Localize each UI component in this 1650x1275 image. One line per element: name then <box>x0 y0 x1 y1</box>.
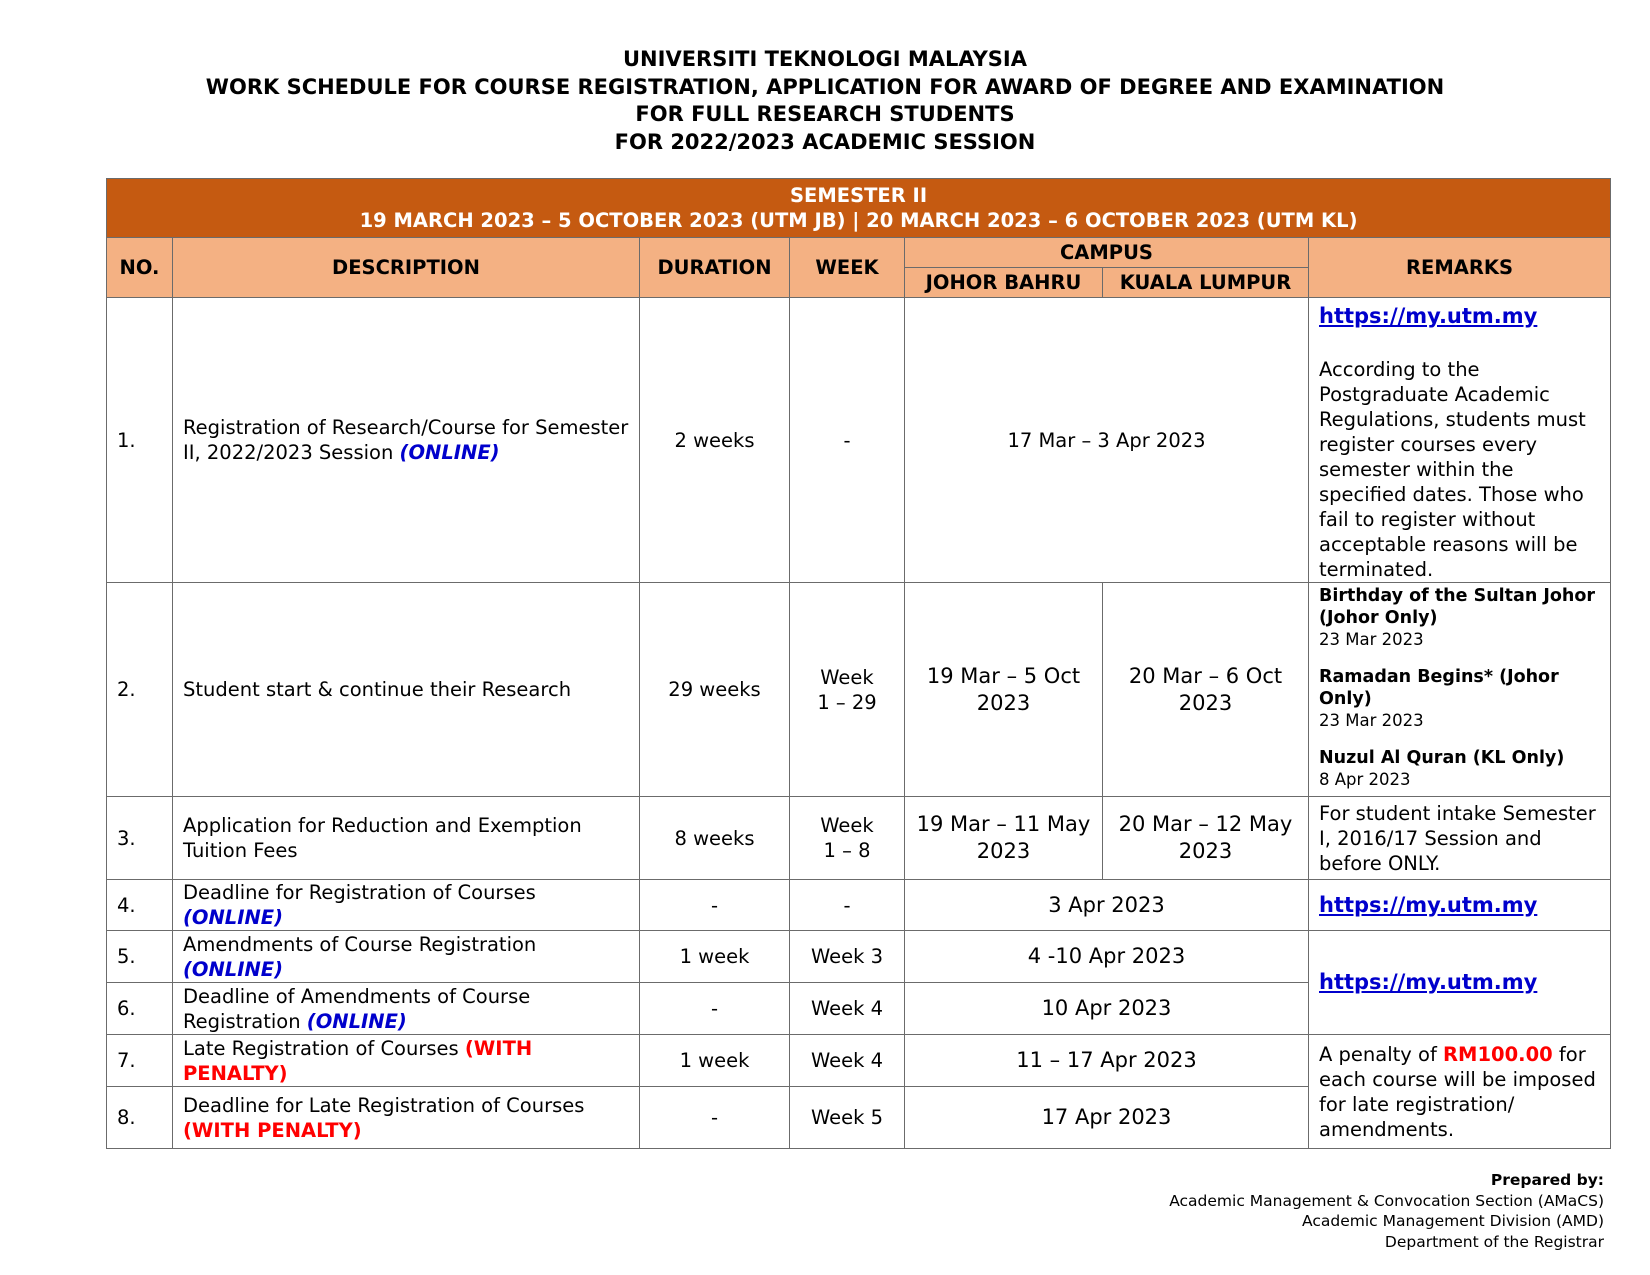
header-kuala-lumpur: KUALA LUMPUR <box>1103 268 1309 298</box>
document-title <box>0 46 1650 156</box>
row-duration: 8 weeks <box>640 797 790 880</box>
semester-name: SEMESTER II <box>790 184 928 207</box>
holiday-date: 8 Apr 2023 <box>1319 770 1411 789</box>
row-number: 1. <box>107 298 173 583</box>
row-remarks <box>1309 931 1611 1035</box>
online-tag: (ONLINE) <box>183 957 284 981</box>
row-remarks: For student intake Semester I, 2016/17 Session and before ONLY. <box>1309 797 1611 880</box>
row-date-kl: 20 Mar – 6 Oct 2023 <box>1103 583 1309 797</box>
header-campus: CAMPUS <box>905 238 1309 268</box>
row-description: Application for Reduction and Exemption Tuition Fees <box>173 797 640 880</box>
online-tag: (ONLINE) <box>306 1009 407 1033</box>
semester-dates: 19 MARCH 2023 – 5 OCTOBER 2023 (UTM JB) | 20 MARCH 2023 – 6 OCTOBER 2023 (UTM KL) <box>359 209 1358 232</box>
row-remarks <box>1309 1035 1611 1149</box>
row-date: 10 Apr 2023 <box>905 983 1309 1035</box>
row-week: Week 3 <box>790 931 905 983</box>
row-date: 3 Apr 2023 <box>905 880 1309 931</box>
prepared-by-block <box>1169 1170 1604 1252</box>
description-text: Amendments of Course Registration <box>183 932 537 956</box>
utm-portal-link[interactable]: https://my.utm.my <box>1319 892 1538 917</box>
title-line-schedule: WORK SCHEDULE FOR COURSE REGISTRATION, APPLICATION FOR AWARD OF DEGREE AND EXAMINATION <box>205 74 1445 99</box>
row-description <box>173 931 640 983</box>
header-johor-bahru: JOHOR BAHRU <box>905 268 1103 298</box>
row-remarks <box>1309 298 1611 583</box>
online-tag: (ONLINE) <box>183 906 284 929</box>
online-tag: (ONLINE) <box>399 441 500 464</box>
remark-text: According to the Postgraduate Academic Regulations, students must register courses every semester within the specified dates. Those who fail to register without acceptable reasons will be terminated. <box>1319 358 1586 581</box>
row-date: 17 Mar – 3 Apr 2023 <box>905 298 1309 583</box>
header-remarks: REMARKS <box>1309 238 1611 298</box>
row-number: 5. <box>107 931 173 983</box>
semester-banner <box>107 179 1611 238</box>
schedule-table <box>106 178 1611 1149</box>
holiday-date: 23 Mar 2023 <box>1319 711 1424 730</box>
row-number: 4. <box>107 880 173 931</box>
table-row <box>107 298 1611 583</box>
row-description <box>173 1087 640 1149</box>
row-date-kl: 20 Mar – 12 May 2023 <box>1103 797 1309 880</box>
week-label: Week <box>820 814 874 837</box>
title-line-students: FOR FULL RESEARCH STUDENTS <box>635 102 1015 126</box>
row-remarks <box>1309 583 1611 797</box>
holiday-title: Birthday of the Sultan Johor (Johor Only) <box>1319 586 1596 628</box>
row-description <box>173 880 640 931</box>
row-number: 3. <box>107 797 173 880</box>
table-row <box>107 583 1611 797</box>
row-number: 8. <box>107 1087 173 1149</box>
holiday-date: 23 Mar 2023 <box>1319 630 1424 649</box>
table-row <box>107 880 1611 931</box>
row-duration: 2 weeks <box>640 298 790 583</box>
table-row <box>107 797 1611 880</box>
row-duration: - <box>640 880 790 931</box>
row-duration: 1 week <box>640 931 790 983</box>
description-text: Deadline for Late Registration of Courses <box>183 1093 585 1117</box>
description-text: Deadline for Registration of Courses <box>183 881 536 904</box>
row-date: 4 -10 Apr 2023 <box>905 931 1309 983</box>
row-description <box>173 298 640 583</box>
holiday-title: Ramadan Begins* (Johor Only) <box>1319 667 1559 709</box>
prepared-by-line: Academic Management Division (AMD) <box>1302 1212 1604 1230</box>
row-week: Week 4 <box>790 1035 905 1087</box>
penalty-amount: RM100.00 <box>1443 1042 1553 1066</box>
penalty-remark-post: for each course will be imposed for late registration/ amendments. <box>1319 1042 1596 1141</box>
penalty-remark-pre: A penalty of <box>1319 1042 1437 1066</box>
row-description <box>173 983 640 1035</box>
row-description <box>173 1035 640 1087</box>
row-date-johor: 19 Mar – 5 Oct 2023 <box>905 583 1103 797</box>
title-line-university: UNIVERSITI TEKNOLOGI MALAYSIA <box>623 47 1027 71</box>
table-row <box>107 1035 1611 1087</box>
prepared-by-line: Department of the Registrar <box>1384 1232 1604 1251</box>
prepared-by-label: Prepared by: <box>1490 1171 1604 1189</box>
header-no: NO. <box>107 238 173 298</box>
row-week: Week 4 <box>790 983 905 1035</box>
description-text: Deadline of Amendments of Course Registration <box>183 984 531 1033</box>
row-week: - <box>790 880 905 931</box>
week-range: 1 – 8 <box>823 839 871 862</box>
header-description: DESCRIPTION <box>173 238 640 298</box>
row-date-johor: 19 Mar – 11 May 2023 <box>905 797 1103 880</box>
column-header-row <box>107 238 1611 268</box>
title-line-session: FOR 2022/2023 ACADEMIC SESSION <box>614 129 1036 154</box>
prepared-by-line: Academic Management & Convocation Section (AMaCS) <box>1169 1191 1604 1210</box>
row-duration: - <box>640 983 790 1035</box>
row-date: 17 Apr 2023 <box>905 1087 1309 1149</box>
row-week <box>790 583 905 797</box>
header-week: WEEK <box>790 238 905 298</box>
row-week: Week 5 <box>790 1087 905 1149</box>
row-description: Student start & continue their Research <box>173 583 640 797</box>
header-duration: DURATION <box>640 238 790 298</box>
row-number: 7. <box>107 1035 173 1087</box>
row-date: 11 – 17 Apr 2023 <box>905 1035 1309 1087</box>
table-row <box>107 931 1611 983</box>
utm-portal-link[interactable]: https://my.utm.my <box>1319 970 1538 994</box>
week-label: Week <box>820 665 874 689</box>
row-number: 2. <box>107 583 173 797</box>
row-remarks <box>1309 880 1611 931</box>
semester-header-row <box>107 179 1611 238</box>
row-duration: 1 week <box>640 1035 790 1087</box>
penalty-tag: (WITH PENALTY) <box>183 1118 362 1142</box>
penalty-tag: (WITH PENALTY) <box>183 1036 533 1085</box>
row-duration: 29 weeks <box>640 583 790 797</box>
description-text: Registration of Research/Course for Semester II, 2022/2023 Session <box>183 416 629 464</box>
row-week <box>790 797 905 880</box>
utm-portal-link[interactable]: https://my.utm.my <box>1319 304 1538 328</box>
row-week: - <box>790 298 905 583</box>
row-number: 6. <box>107 983 173 1035</box>
description-text: Late Registration of Courses <box>183 1036 459 1060</box>
holiday-title: Nuzul Al Quran (KL Only) <box>1319 748 1565 768</box>
row-duration: - <box>640 1087 790 1149</box>
week-range: 1 – 29 <box>817 690 877 714</box>
